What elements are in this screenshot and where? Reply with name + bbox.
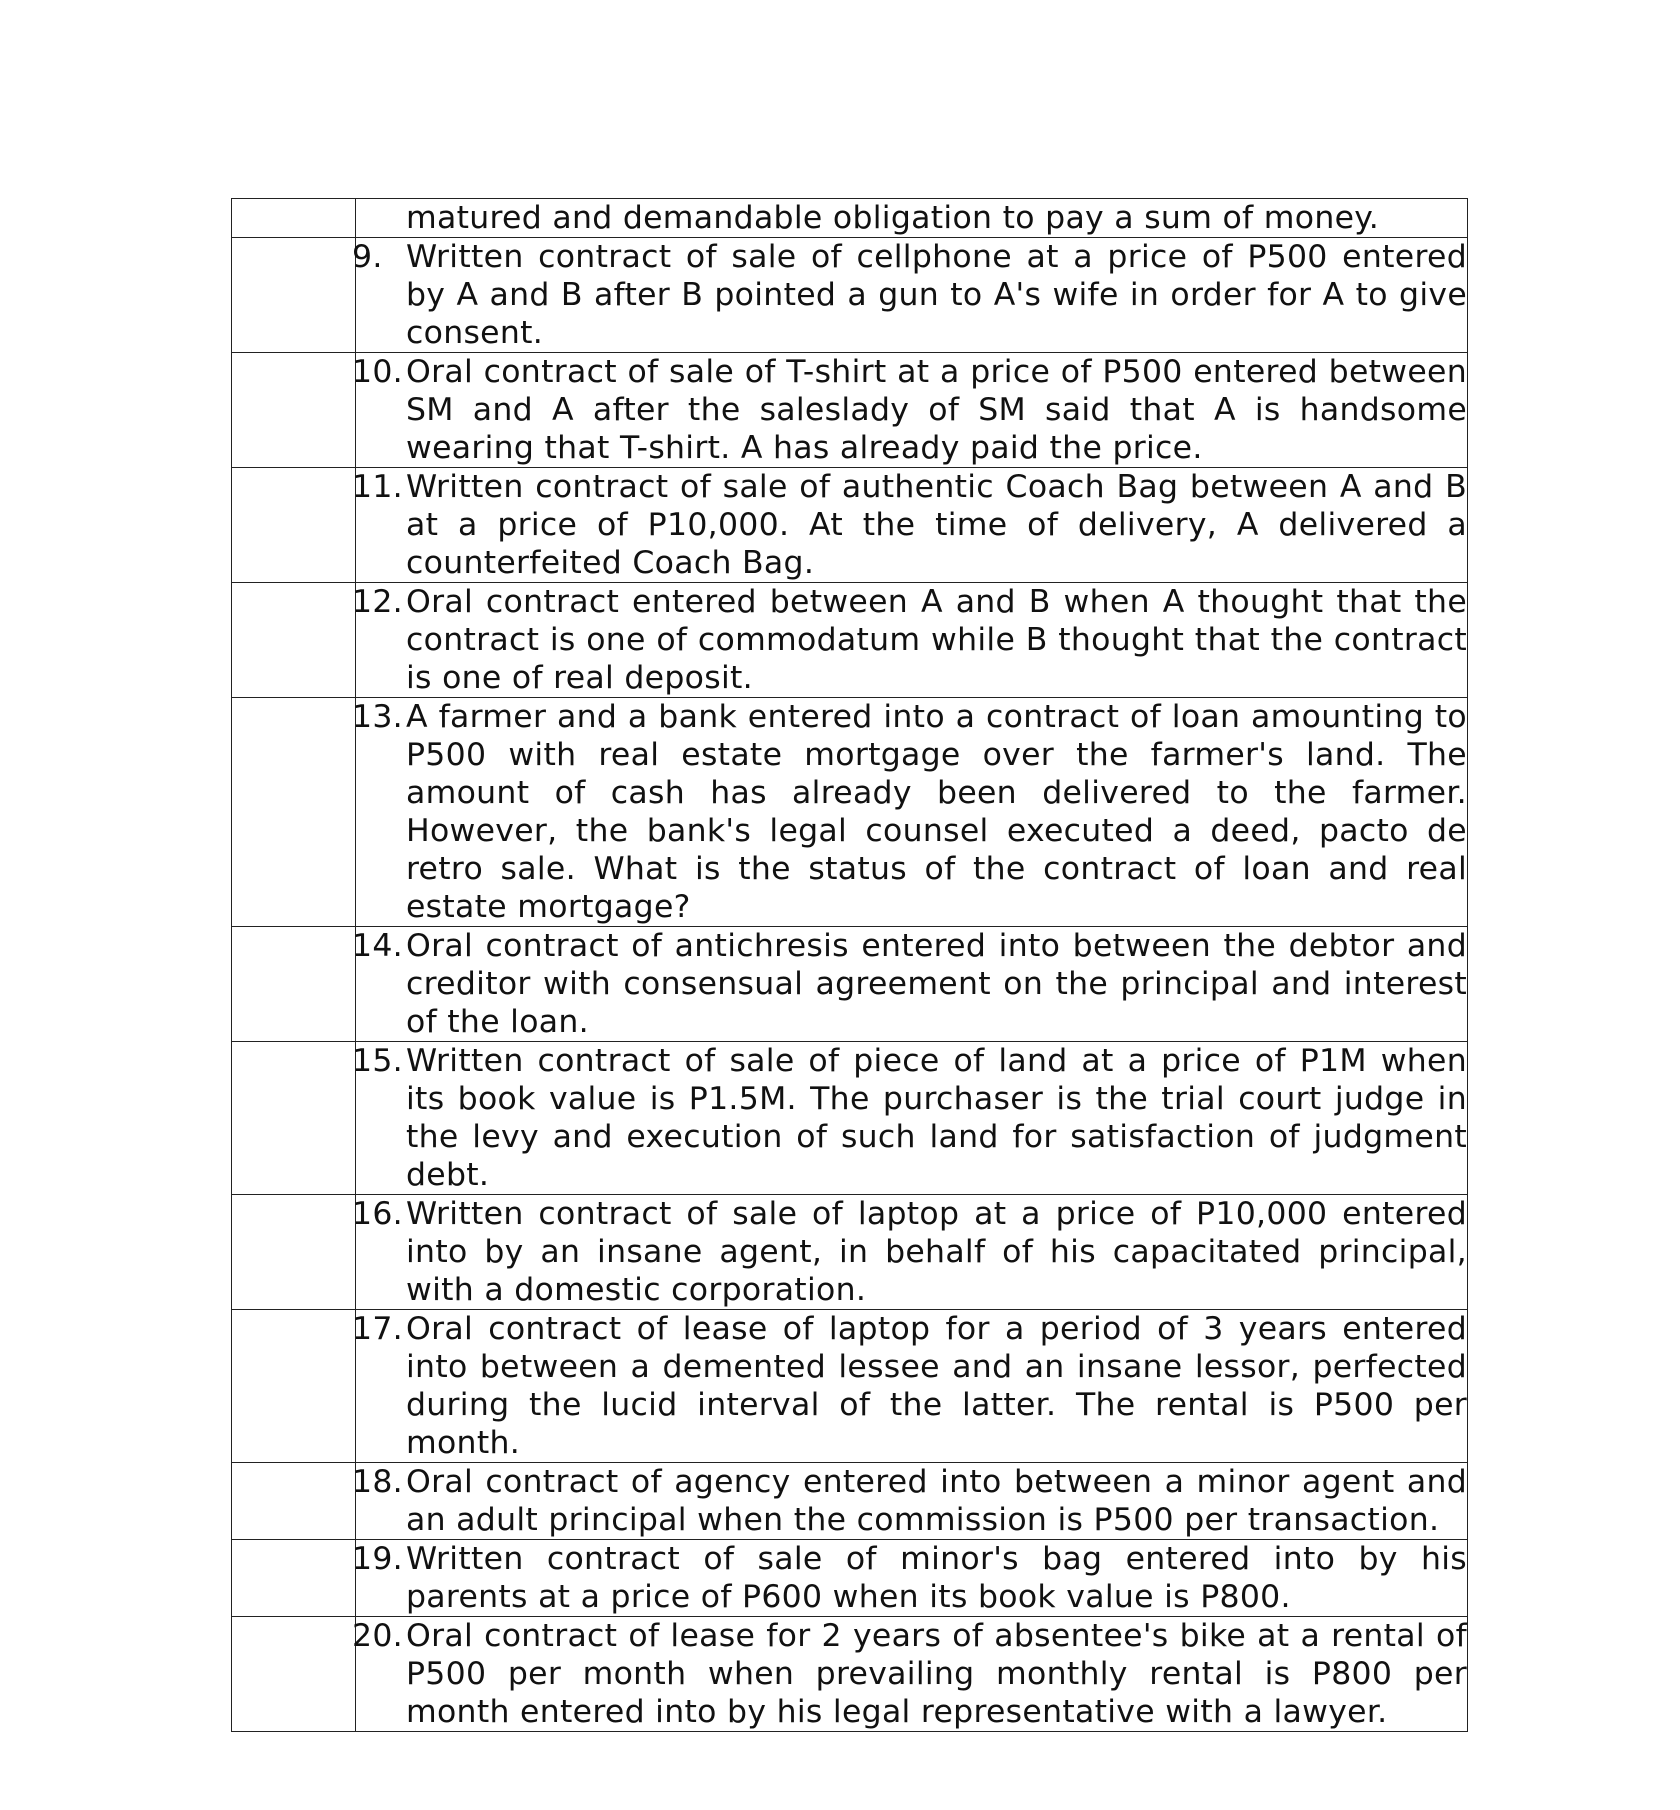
list-item [352,698,1467,926]
item-cell [352,927,1468,1042]
item-number: 15. [352,1043,403,1079]
item-text: Oral contract of agency entered into between a minor agent and an adult principal when the commission is P500 per transaction. [406,1464,1467,1538]
table-row [232,583,1468,698]
item-number: 13. [352,699,403,735]
list-item [352,353,1467,467]
item-text: Written contract of sale of minor's bag entered into by his parents at a price of P600 when its book value is P800. [406,1541,1467,1615]
table-row [232,353,1468,468]
list-item [352,583,1467,697]
item-text: Oral contract of sale of T-shirt at a price of P500 entered between SM and A after the saleslady of SM said that A is handsome wearing that T-shirt. A has already paid the price. [406,354,1467,466]
list-item [352,1617,1467,1731]
table-row [232,698,1468,927]
list-item [352,1463,1467,1539]
item-cell [352,1463,1468,1540]
list-item [352,238,1467,352]
item-number: 9. [352,239,383,275]
table-row [232,1617,1468,1732]
item-number: 18. [352,1464,403,1500]
item-cell [352,1617,1468,1732]
item-cell [356,199,1468,238]
item-cell [352,1042,1468,1195]
item-number: 16. [352,1196,403,1232]
item-number: 10. [352,354,403,390]
item-cell [352,353,1468,468]
item-cell [352,238,1468,353]
item-number: 14. [352,928,403,964]
answer-cell [232,698,356,927]
list-item [352,468,1467,582]
table-row [232,1195,1468,1310]
list-item [352,1195,1467,1309]
table-row [232,1463,1468,1540]
item-number: 20. [352,1618,403,1654]
table-row [232,1310,1468,1463]
table-row [232,468,1468,583]
answer-cell [232,1195,356,1310]
table-row [232,199,1468,238]
item-text: Oral contract entered between A and B when A thought that the contract is one of commodatum while B thought that the contract is one of real deposit. [406,584,1467,696]
item-cell [352,698,1468,927]
table-row [232,1540,1468,1617]
item-text: Oral contract of lease for 2 years of absentee's bike at a rental of P500 per month when prevailing monthly rental is P800 per month entered into by his legal representative with a lawyer. [406,1618,1467,1730]
item-cell [352,1310,1468,1463]
item-cell [352,1195,1468,1310]
item-text: Oral contract of lease of laptop for a period of 3 years entered into between a demented lessee and an insane lessor, perfected during the lucid interval of the latter. The rental is P500 per month. [406,1311,1467,1461]
table-row [232,927,1468,1042]
answer-cell [232,1310,356,1463]
table-row [232,238,1468,353]
item-cell [352,583,1468,698]
item-text: Written contract of sale of laptop at a price of P10,000 entered into by an insane agent, in behalf of his capacitated principal, with a domestic corporation. [406,1196,1467,1308]
answer-cell [232,199,356,238]
item-text: A farmer and a bank entered into a contract of loan amounting to P500 with real estate mortgage over the farmer's land. The amount of cash has already been delivered to the farmer. However, the bank's legal counsel executed a deed, pacto de retro sale. What is the status of the contract of loan and real estate mortgage? [406,699,1467,925]
item-number: 12. [352,584,403,620]
answer-cell [232,468,356,583]
list-item [352,927,1467,1041]
list-item [356,199,1467,237]
item-text: Written contract of sale of piece of land at a price of P1M when its book value is P1.5M. The purchaser is the trial court judge in the levy and execution of such land for satisfaction of judgment debt. [406,1043,1467,1193]
item-cell [352,1540,1468,1617]
questions-table [231,198,1468,1732]
list-item [352,1310,1467,1462]
item-number: 17. [352,1311,403,1347]
table-row [232,1042,1468,1195]
item-text: matured and demandable obligation to pay a sum of money. [406,200,1380,236]
item-text: Written contract of sale of authentic Coach Bag between A and B at a price of P10,000. At the time of delivery, A delivered a counterfeited Coach Bag. [406,469,1467,581]
item-cell [352,468,1468,583]
answer-cell [232,1042,356,1195]
item-number: 11. [352,469,403,505]
answer-cell [232,927,356,1042]
list-item [352,1540,1467,1616]
answer-cell [232,1540,356,1617]
list-item [352,1042,1467,1194]
answer-cell [232,1463,356,1540]
answer-cell [232,1617,356,1732]
answer-cell [232,583,356,698]
item-number: 19. [352,1541,403,1577]
item-text: Oral contract of antichresis entered into between the debtor and creditor with consensual agreement on the principal and interest of the loan. [406,928,1467,1040]
answer-cell [232,238,356,353]
answer-cell [232,353,356,468]
item-text: Written contract of sale of cellphone at a price of P500 entered by A and B after B pointed a gun to A's wife in order for A to give consent. [406,239,1467,351]
